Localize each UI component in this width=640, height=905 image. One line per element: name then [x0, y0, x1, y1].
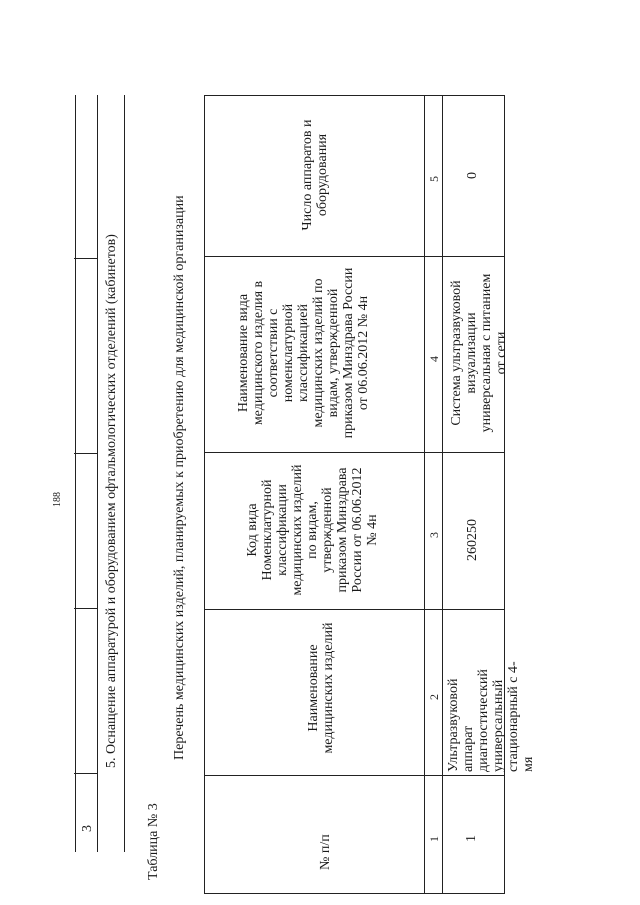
top-table-col-number: 3: [80, 825, 95, 832]
header-col-3: Код вида Номенклатурной классификации медицинских изделий по видам, утвержденной приказом Минздрава России от 06.06.2012 № 4н: [245, 464, 380, 596]
col-divider-4-5: [204, 256, 505, 257]
index-cell-1: 1: [427, 836, 441, 842]
row1-code: 260250: [465, 519, 480, 561]
col-divider-2-3: [204, 609, 505, 610]
col-divider-3-4: [204, 452, 505, 453]
index-cell-3: 3: [427, 532, 441, 538]
section-title: 5. Оснащение аппаратурой и оборудованием офтальмологических отделений (кабинетов): [104, 234, 119, 768]
index-cell-4: 4: [427, 356, 441, 362]
top-table-tick-1: [74, 258, 98, 259]
header-col-1: № п/п: [318, 834, 333, 870]
table-title: Перечень медицинских изделий, планируемых к приобретению для медицинской организации: [172, 195, 187, 760]
top-table-line-right: [124, 95, 125, 852]
row1-device-name: Ультразвуковой аппарат диагностический универсальный стационарный с 4-мя: [446, 661, 536, 772]
top-table-line-mid: [97, 95, 98, 852]
top-table-tick-2: [74, 453, 98, 454]
row1-device-type: Система ультразвуковой визуализации универсальная с питанием от сети: [449, 273, 509, 433]
page-number: 188: [52, 492, 63, 507]
table-caption: Таблица № 3: [146, 803, 161, 880]
row1-count: 0: [465, 172, 480, 179]
top-table-tick-4: [74, 773, 98, 774]
index-cell-2: 2: [427, 694, 441, 700]
top-table-line-left: [75, 95, 76, 852]
col-divider-1-2: [204, 775, 505, 776]
top-table-tick-3: [74, 608, 98, 609]
header-col-2: Наименование медицинских изделий: [306, 622, 336, 754]
header-col-4: Наименование вида медицинского изделия в соответствии с номенклатурной классификацией медицинских изделий по видам, утвержденной приказом Минздрава России от 06.06.2012 № 4н: [236, 267, 371, 439]
row1-number: 1: [464, 835, 479, 842]
header-col-5: Число аппаратов и оборудования: [300, 119, 330, 231]
index-cell-5: 5: [427, 176, 441, 182]
